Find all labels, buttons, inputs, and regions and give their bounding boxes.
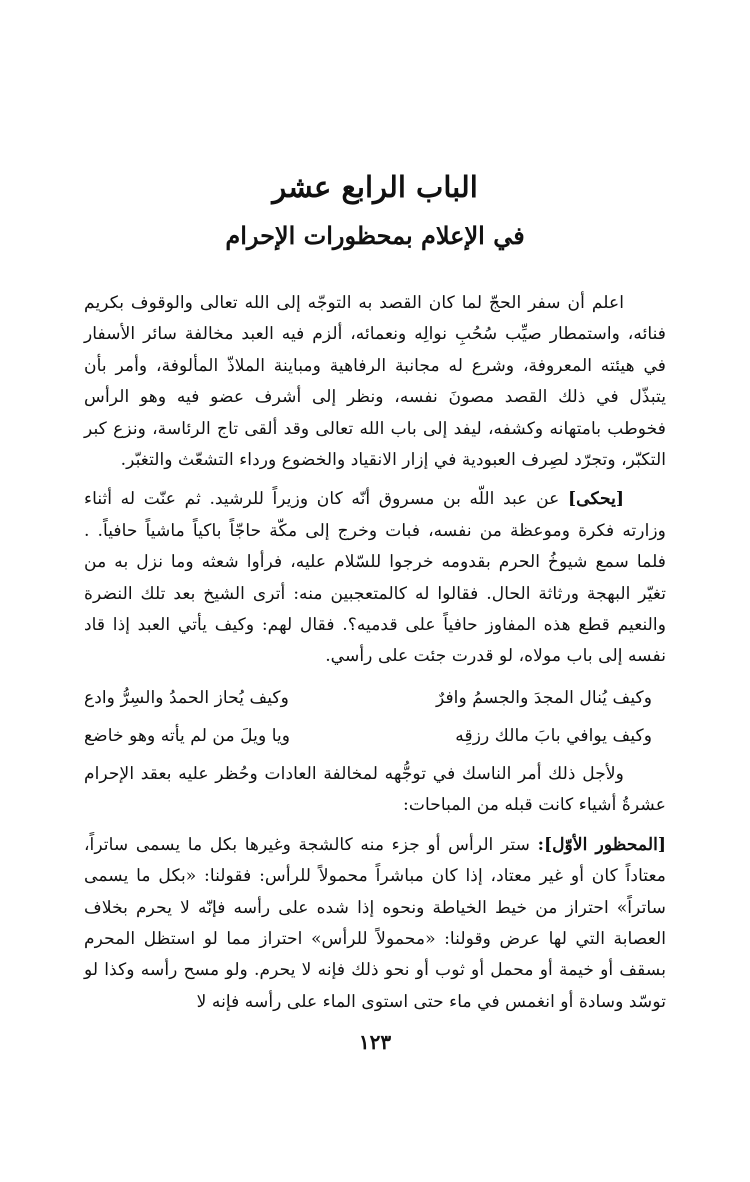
chapter-title: الباب الرابع عشر: [272, 170, 478, 204]
intro-paragraph: اعلم أن سفر الحجّ لما كان القصد به التوجّه إلى الله تعالى والوقوف بكريم فنائه، واستمطار صيِّب سُحُبِ نوالِه ونعمائه، ألزم فيه العبد مخالفة سائر الأسفار في هيئته المعروفة، وشرع له مجانبة الرفاهية ومباينة الملاذّ المألوفة، وأمر بأن يتبذّل في ذلك القصد مصونَ نفسه، ونظر إلى أشرف عضو فيه وهو الرأس فخوطب بامتهانه وكشفه، ليفد إلى باب الله تعالى وقد ألقى تاج الرئاسة، ونزع كبر التكبّر، وتجرّد لصِرف العبودية في إزار الانقياد والخضوع ورداء التشعّث والتغبّر.: [84, 293, 666, 471]
poem: [84, 679, 666, 755]
verse-second-hemistich: وكيف يُحاز الحمدُ والسِرُّ وادع: [84, 687, 289, 708]
body-text: [84, 288, 666, 1018]
closing-paragraph: ولأجل ذلك أمر الناسك في توجُّهه لمخالفة العادات وحُظر عليه بعقد الإحرام عشرةُ أشياء كانت قبله من المباحات:: [84, 763, 666, 816]
first-prohibition-text: ستر الرأس أو جزء منه كالشجة وغيرها بكل ما يسمى ساتراً، معتاداً كان أو غير معتاد، إذا كان مباشراً محمولاً للرأس: فقولنا: «بكل ما يسمى ساتراً» احتراز من خيط الخياطة ونحوه إذا شده على رأسه فإنّه لا يحرم بخلاف العصابة التي لها عرض وقولنا: «محمولاً للرأس» احتراز مما لو استظل المحرم بسقف أو خيمة أو محمل أو ثوب أو نحو ذلك فإنه لا يحرم. ولو مسح رأسه وكذا لو توسّد وسادة أو انغمس في ماء حتى استوى الماء على رأسه فإنه لا: [84, 834, 666, 1012]
chapter-subtitle: في الإعلام بمحظورات الإحرام: [225, 221, 525, 250]
story-text: عن عبد اللّه بن مسروق أنّه كان وزيراً للرشيد. ثم عنّت له أثناء وزارته فكرة وموعظة من نفسه، فبات وخرج إلى مكّة حاجّاً باكياً ماشياً حافياً. . فلما سمع شيوخُ الحرم بقدومه خرجوا للسّلام عليه، فرأوا شعثه وما نزل به من تغيّر البهجة ورثاثة الحال. فقالوا له كالمتعجبين منه: أترى الشيخ بعد تلك النضرة والنعيم قطع هذه المفاوز حافياً على قدميه؟. فقال لهم: وكيف يأتي العبد إذا قاد نفسه إلى باب مولاه، لو قدرت جئت على رأسي.: [84, 489, 666, 667]
verse-second-hemistich: ويا ويلَ من لم يأته وهو خاضع: [84, 725, 291, 746]
paragraph-gap: [84, 476, 666, 484]
verse-first-hemistich: وكيف يوافي بابَ مالك رزقِه: [455, 725, 652, 746]
first-prohibition-paragraph: [84, 830, 666, 1018]
story-label: [يحكى]: [568, 489, 624, 510]
page-number: ١٢٣: [358, 1030, 392, 1054]
poem-verse: [84, 717, 666, 755]
poem-verse: [84, 679, 666, 717]
paragraph-gap: [84, 822, 666, 830]
story-paragraph: [84, 484, 666, 672]
verse-first-hemistich: وكيف يُنال المجدَ والجسمُ وافرٌ: [435, 687, 652, 708]
first-prohibition-label: [المحظور الأوّل]:: [537, 834, 666, 855]
